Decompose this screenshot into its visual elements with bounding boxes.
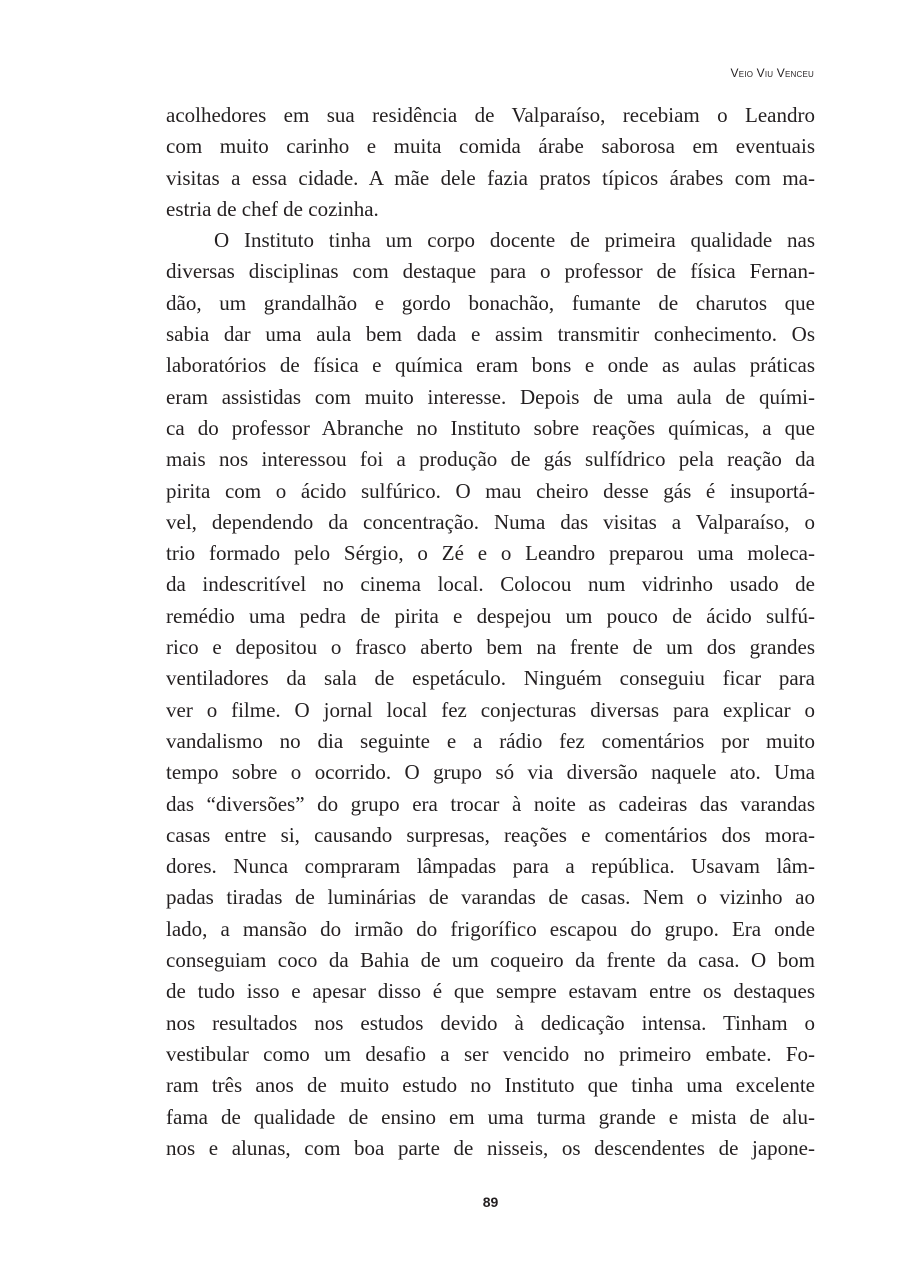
text-line: nos resultados nos estudos devido à dedicação intensa. Tinham o: [166, 1010, 815, 1035]
text-line: sabia dar uma aula bem dada e assim transmitir conhecimento. Os: [166, 322, 815, 347]
text-line: ca do professor Abranche no Instituto sobre reações químicas, a que: [166, 415, 815, 440]
text-line: dão, um grandalhão e gordo bonachão, fumante de charutos que: [166, 290, 815, 315]
body-text: [166, 100, 815, 1164]
paragraph-start-line: O Instituto tinha um corpo docente de primeira qualidade nas: [214, 228, 815, 253]
text-line: padas tiradas de luminárias de varandas de casas. Nem o vizinho ao: [166, 885, 815, 910]
text-line: pirita com o ácido sulfúrico. O mau cheiro desse gás é insuportá-: [166, 478, 815, 503]
text-line: casas entre si, causando surpresas, reações e comentários dos mora-: [166, 822, 815, 847]
running-header: Veio Viu Venceu: [730, 66, 814, 80]
text-line: estria de chef de cozinha.: [166, 196, 379, 221]
text-line: ventiladores da sala de espetáculo. Ninguém conseguiu ficar para: [166, 666, 815, 691]
text-line: ver o filme. O jornal local fez conjecturas diversas para explicar o: [166, 697, 815, 722]
text-line: conseguiam coco da Bahia de um coqueiro da frente da casa. O bom: [166, 948, 815, 973]
text-line: acolhedores em sua residência de Valparaíso, recebiam o Leandro: [166, 103, 815, 127]
text-line: nos e alunas, com boa parte de nisseis, os descendentes de japone-: [166, 1135, 815, 1160]
text-line: de tudo isso e apesar disso é que sempre estavam entre os destaques: [166, 979, 815, 1004]
page-number: 89: [482, 1194, 499, 1210]
text-line: dores. Nunca compraram lâmpadas para a república. Usavam lâm-: [166, 854, 815, 879]
text-line: vel, dependendo da concentração. Numa das visitas a Valparaíso, o: [166, 509, 815, 534]
text-line: rico e depositou o frasco aberto bem na frente de um dos grandes: [166, 635, 815, 660]
text-line: ram três anos de muito estudo no Instituto que tinha uma excelente: [166, 1073, 815, 1098]
text-line: das “diversões” do grupo era trocar à noite as cadeiras das varandas: [166, 791, 815, 816]
text-line: eram assistidas com muito interesse. Depois de uma aula de quími-: [166, 384, 815, 409]
text-line: vandalismo no dia seguinte e a rádio fez comentários por muito: [166, 728, 815, 753]
text-line: lado, a mansão do irmão do frigorífico escapou do grupo. Era onde: [166, 916, 815, 941]
text-line: tempo sobre o ocorrido. O grupo só via diversão naquele ato. Uma: [166, 760, 815, 785]
text-line: diversas disciplinas com destaque para o professor de física Fernan-: [166, 259, 815, 284]
text-line: fama de qualidade de ensino em uma turma grande e mista de alu-: [166, 1104, 815, 1129]
text-line: remédio uma pedra de pirita e despejou um pouco de ácido sulfú-: [166, 603, 815, 628]
text-line: da indescritível no cinema local. Colocou num vidrinho usado de: [166, 572, 815, 597]
text-line: mais nos interessou foi a produção de gás sulfídrico pela reação da: [166, 447, 815, 472]
text-line: com muito carinho e muita comida árabe saborosa em eventuais: [166, 134, 815, 159]
text-line: vestibular como um desafio a ser vencido no primeiro embate. Fo-: [166, 1041, 815, 1066]
text-line: visitas a essa cidade. A mãe dele fazia pratos típicos árabes com ma-: [166, 165, 815, 190]
text-line: trio formado pelo Sérgio, o Zé e o Leandro preparou uma moleca-: [166, 541, 815, 566]
text-line: laboratórios de física e química eram bons e onde as aulas práticas: [166, 353, 815, 378]
